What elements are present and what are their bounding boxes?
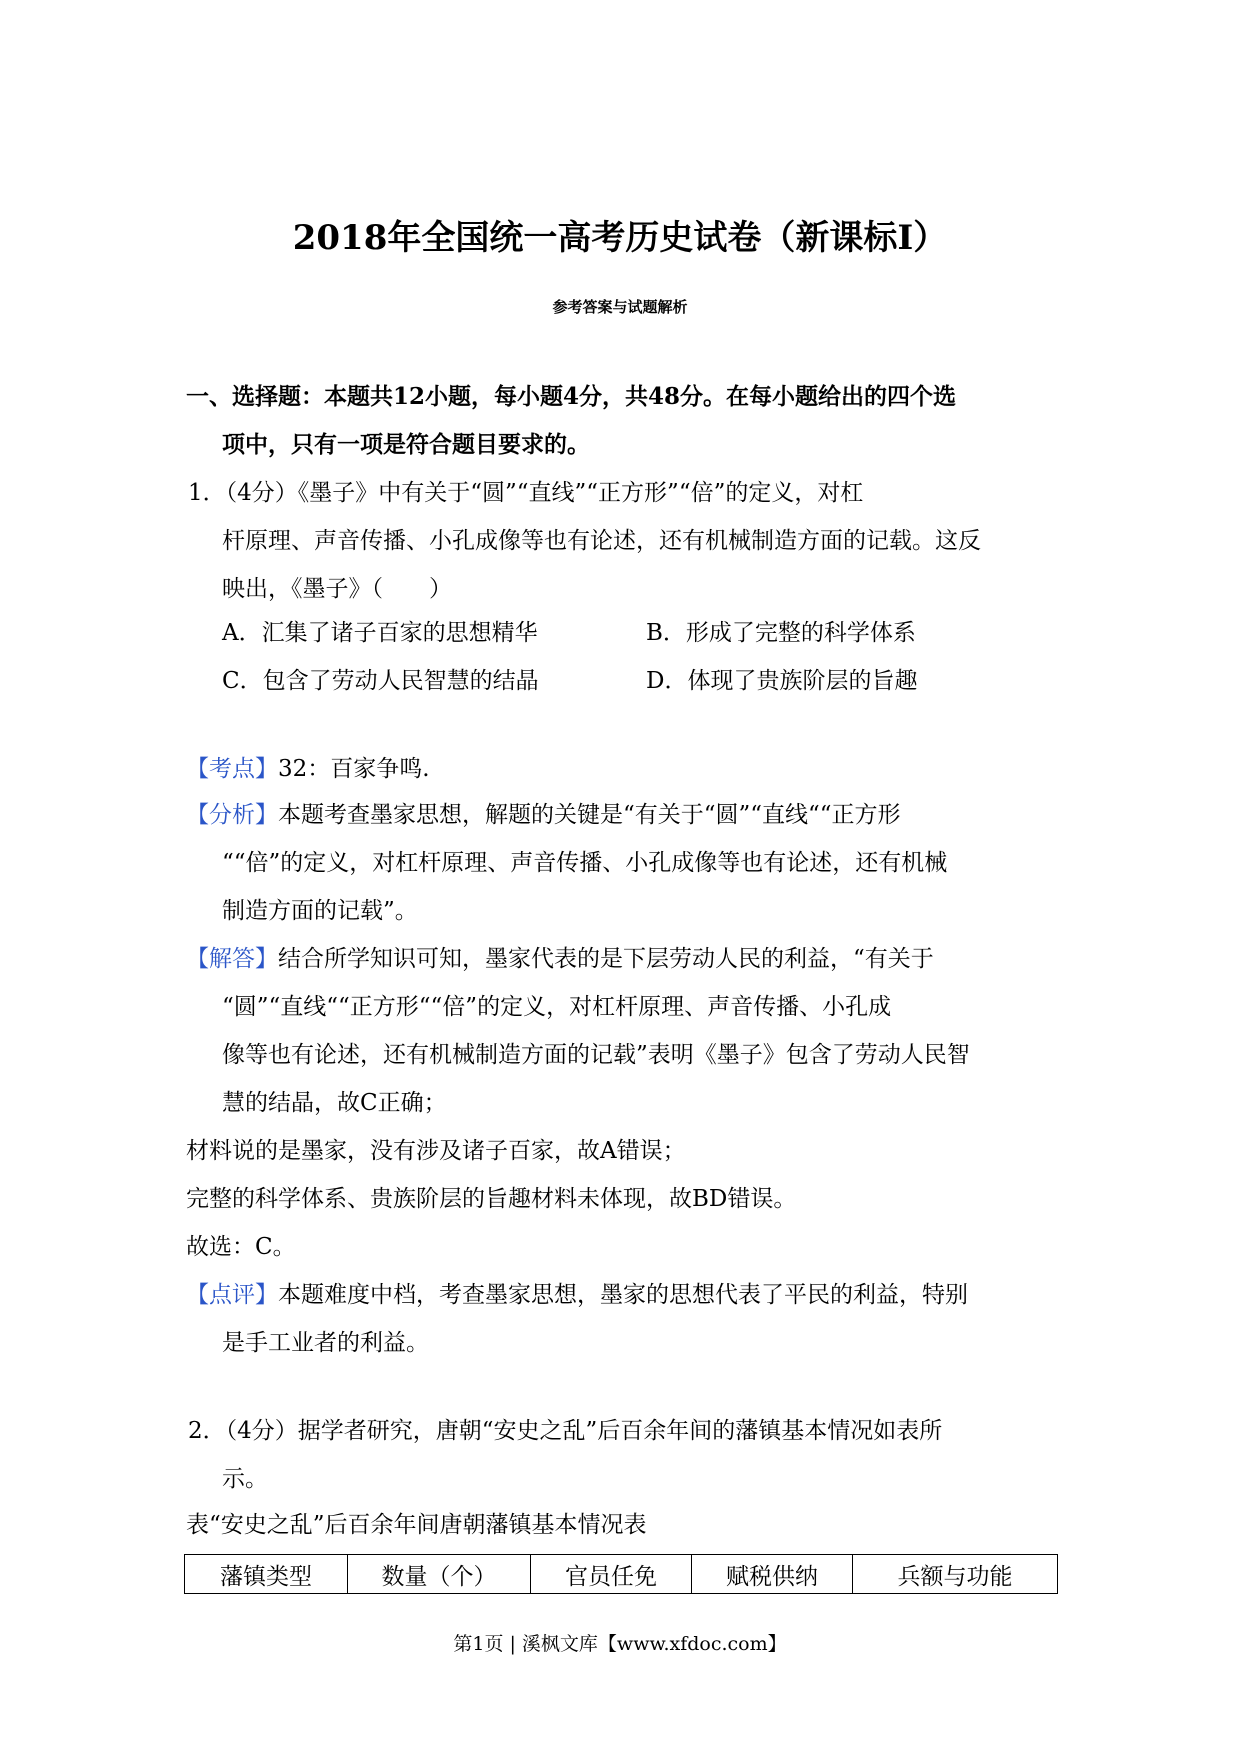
table-header-cell: 藩镇类型 — [185, 1555, 348, 1594]
q1-option-b: B．形成了完整的科学体系 — [646, 620, 916, 646]
q1-option-d: D．体现了贵族阶层的旨趣 — [646, 668, 918, 694]
fenxi-block — [186, 796, 901, 829]
q1-option-a: A．汇集了诸子百家的思想精华 — [222, 620, 538, 646]
fanzhen-table — [184, 1554, 1058, 1594]
dianping-block — [186, 1276, 968, 1309]
kaodian-block — [186, 750, 430, 783]
fenxi-line2: ““倍”的定义，对杠杆原理、声音传播、小孔成像等也有论述，还有机械 — [222, 850, 948, 876]
fenxi-tag: 【分析】 — [186, 802, 278, 828]
q1-stem-line3: 映出，《墨子》（ ） — [222, 576, 452, 602]
page-subtitle: 参考答案与试题解析 — [552, 298, 688, 316]
page-footer: 第1页 | 溪枫文库【www.xfdoc.com】 — [453, 1633, 787, 1655]
jieda-line7: 故选：C。 — [186, 1234, 296, 1260]
kaodian-text: 32：百家争鸣. — [278, 756, 430, 782]
q2-stem-line2: 示。 — [222, 1466, 268, 1492]
jieda-line2: “圆”“直线““正方形““倍”的定义，对杠杆原理、声音传播、小孔成 — [222, 994, 892, 1020]
jieda-block — [186, 940, 934, 973]
kaodian-tag: 【考点】 — [186, 756, 278, 782]
table-caption: 表“安史之乱”后百余年间唐朝藩镇基本情况表 — [186, 1512, 647, 1538]
q2-stem-line1: 2．（4分）据学者研究，唐朝“安史之乱”后百余年间的藩镇基本情况如表所 — [188, 1418, 943, 1444]
fenxi-line1: 本题考查墨家思想，解题的关键是“有关于“圆”“直线““正方形 — [278, 802, 901, 828]
jieda-line6: 完整的科学体系、贵族阶层的旨趣材料未体现，故BD错误。 — [186, 1186, 797, 1212]
jieda-tag: 【解答】 — [186, 946, 278, 972]
dianping-tag: 【点评】 — [186, 1282, 278, 1308]
dianping-line1: 本题难度中档，考查墨家思想，墨家的思想代表了平民的利益，特别 — [278, 1282, 968, 1308]
page-title: 2018年全国统一高考历史试卷（新课标Ⅰ） — [292, 218, 948, 258]
table-header-cell: 赋税供纳 — [692, 1555, 853, 1594]
q1-stem-line1: 1．（4分）《墨子》中有关于“圆”“直线”“正方形”“倍”的定义，对杠 — [188, 480, 864, 506]
fenxi-line3: 制造方面的记载”。 — [222, 898, 418, 924]
jieda-line5: 材料说的是墨家，没有涉及诸子百家，故A错误； — [186, 1138, 686, 1164]
q1-stem-line2: 杆原理、声音传播、小孔成像等也有论述，还有机械制造方面的记载。这反 — [222, 528, 981, 554]
table-header-cell: 数量（个） — [348, 1555, 531, 1594]
table-header-row — [185, 1555, 1058, 1594]
table-header-cell: 兵额与功能 — [853, 1555, 1058, 1594]
jieda-line4: 慧的结晶，故C正确； — [222, 1090, 447, 1116]
dianping-line2: 是手工业者的利益。 — [222, 1330, 429, 1356]
jieda-line1: 结合所学知识可知，墨家代表的是下层劳动人民的利益，“有关于 — [278, 946, 934, 972]
q1-option-c: C．包含了劳动人民智慧的结晶 — [222, 668, 539, 694]
jieda-line3: 像等也有论述，还有机械制造方面的记载”表明《墨子》包含了劳动人民智 — [222, 1042, 970, 1068]
section-heading-line2: 项中，只有一项是符合题目要求的。 — [222, 431, 590, 458]
table-header-cell: 官员任免 — [531, 1555, 692, 1594]
section-heading-line1: 一、选择题：本题共12小题，每小题4分，共48分。在每小题给出的四个选 — [186, 383, 957, 410]
